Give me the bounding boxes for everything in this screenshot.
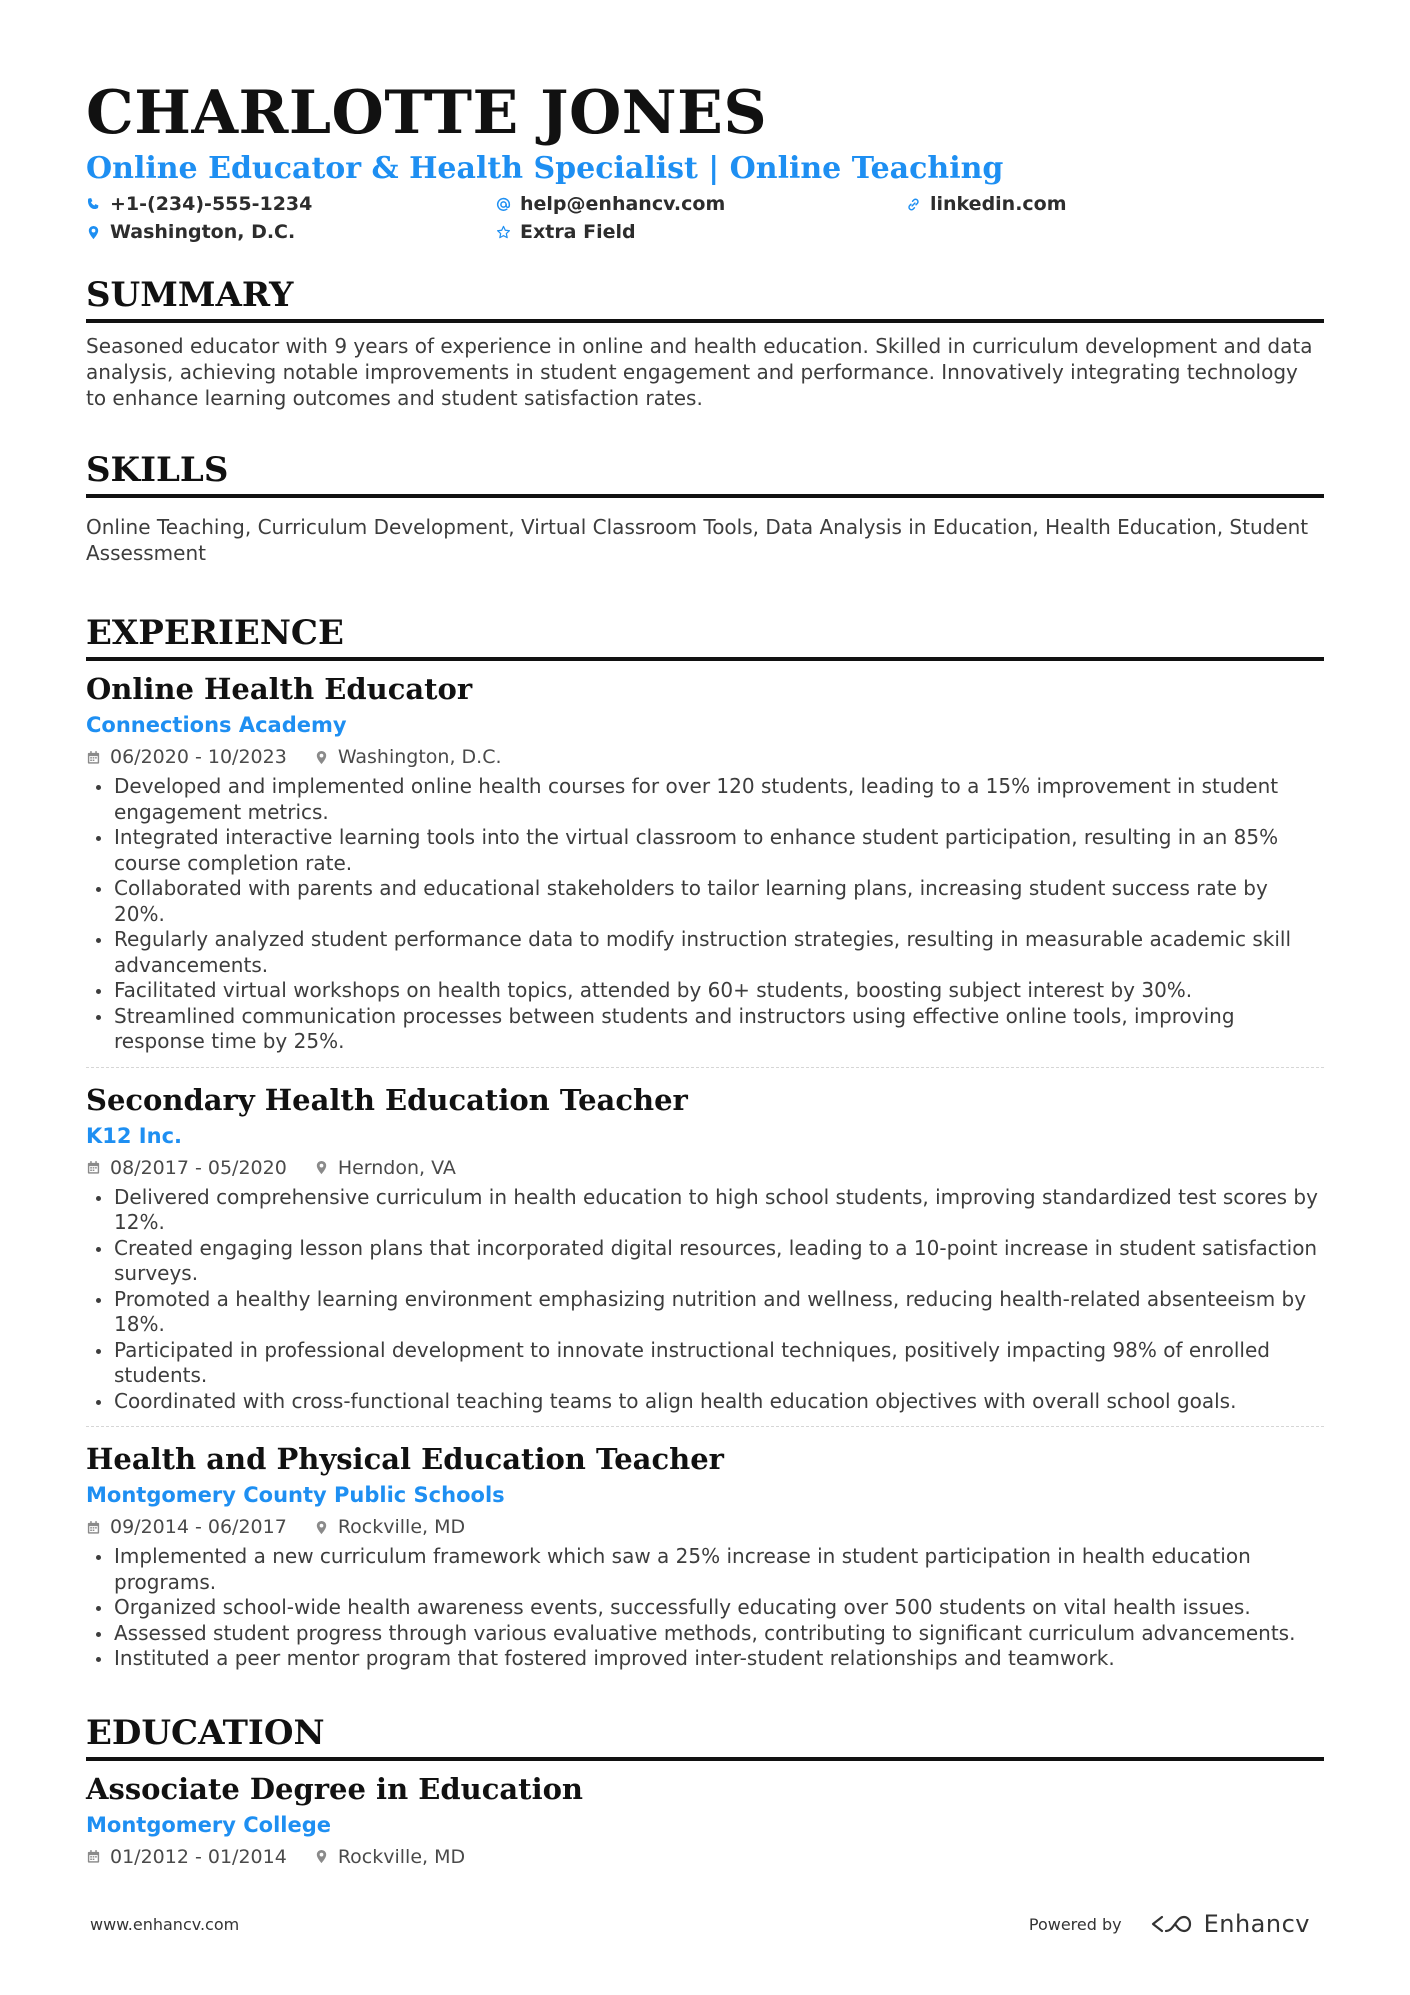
page-footer — [90, 1910, 1310, 1938]
skills-section — [86, 449, 1324, 566]
location-pin-icon — [314, 750, 329, 765]
bullet-item: Regularly analyzed student performance data to modify instruction strategies, resulting in measurable academic skill advancements. — [86, 927, 1324, 978]
skills-text: Online Teaching, Curriculum Development, Virtual Classroom Tools, Data Analysis in Education, Health Education, Student Assessment — [86, 515, 1309, 565]
bullet-item: Implemented a new curriculum framework which saw a 25% increase in student participation in health education programs. — [86, 1544, 1324, 1595]
job-location-text: Rockville, MD — [337, 1516, 466, 1538]
education-heading: EDUCATION — [86, 1712, 1324, 1761]
job-bullets — [86, 774, 1324, 1055]
candidate-name: CHARLOTTE JONES — [86, 78, 768, 148]
job-location — [314, 1514, 465, 1540]
contact-info — [86, 192, 1324, 244]
enhancv-logo-text: Enhancv — [1203, 1910, 1310, 1938]
location-pin-icon — [314, 1160, 329, 1175]
job-bullets — [86, 1544, 1324, 1672]
experience-section — [86, 612, 1324, 1672]
bullet-item: Created engaging lesson plans that incorporated digital resources, leading to a 10-point increase in student satisfaction surveys. — [86, 1236, 1324, 1287]
job-meta — [86, 1514, 1324, 1540]
job-meta — [86, 1155, 1324, 1181]
job-entry — [86, 1441, 1324, 1672]
bullet-item: Participated in professional development to innovate instructional techniques, positively impacting 98% of enrolled students. — [86, 1338, 1324, 1389]
calendar-icon — [86, 750, 101, 765]
bullet-item: Organized school-wide health awareness events, successfully educating over 500 students on vital health issues. — [86, 1595, 1324, 1621]
email-text: help@enhancv.com — [520, 193, 726, 215]
bullet-item: Assessed student progress through various evaluative methods, contributing to significant curriculum advancements. — [86, 1621, 1324, 1647]
skills-heading: SKILLS — [86, 449, 1324, 498]
education-section — [86, 1712, 1324, 1870]
linkedin-text: linkedin.com — [930, 193, 1067, 215]
summary-heading: SUMMARY — [86, 274, 1324, 323]
education-dates: 01/2012 - 01/2014 — [110, 1845, 287, 1868]
education-meta — [86, 1844, 1324, 1870]
bullet-item: Streamlined communication processes between students and instructors using effective online tools, improving response time by 25%. — [86, 1004, 1324, 1055]
job-dates: 08/2017 - 05/2020 — [110, 1156, 287, 1179]
job-location-text: Herndon, VA — [337, 1156, 456, 1179]
contact-phone — [86, 192, 496, 216]
job-location-text: Washington, D.C. — [337, 746, 502, 768]
calendar-icon — [86, 1160, 101, 1175]
job-title: Online Health Educator — [86, 672, 473, 706]
job-bullets — [86, 1185, 1324, 1415]
job-entry — [86, 1082, 1324, 1415]
job-location — [314, 744, 502, 770]
job-title: Health and Physical Education Teacher — [86, 1442, 724, 1476]
bullet-item: Coordinated with cross-functional teaching teams to align health education objectives with overall school goals. — [86, 1389, 1324, 1415]
contact-email[interactable] — [496, 192, 906, 216]
job-location — [314, 1155, 456, 1181]
phone-icon — [86, 197, 101, 212]
enhancv-logo-icon — [1148, 1912, 1196, 1936]
job-divider — [86, 1426, 1324, 1427]
experience-heading: EXPERIENCE — [86, 612, 1324, 661]
job-dates: 06/2020 - 10/2023 — [110, 746, 287, 768]
school-name: Montgomery College — [86, 1812, 332, 1837]
education-location — [314, 1844, 465, 1870]
job-entry — [86, 671, 1324, 1055]
education-location-text: Rockville, MD — [337, 1845, 466, 1868]
powered-by — [1029, 1910, 1310, 1938]
powered-by-label: Powered by — [1028, 1914, 1122, 1934]
job-title: Secondary Health Education Teacher — [86, 1082, 688, 1117]
summary-text: Seasoned educator with 9 years of experience in online and health education. Skilled in curriculum development and data analysis, achieving notable improvements in student engagement and performance. Innovatively integrating technology to enhance learning outcomes and student satisfaction rates. — [86, 334, 1313, 410]
summary-section — [86, 274, 1324, 411]
extra-field-text: Extra Field — [520, 221, 636, 243]
candidate-headline: Online Educator & Health Specialist | Online Teaching — [86, 151, 1004, 186]
at-sign-icon — [496, 197, 511, 212]
bullet-item: Facilitated virtual workshops on health topics, attended by 60+ students, boosting subject interest by 30%. — [86, 978, 1324, 1004]
job-meta — [86, 744, 1324, 770]
bullet-item: Delivered comprehensive curriculum in health education to high school students, improving standardized test scores by 12%. — [86, 1185, 1324, 1236]
bullet-item: Instituted a peer mentor program that fostered improved inter-student relationships and teamwork. — [86, 1646, 1324, 1672]
company-name: K12 Inc. — [86, 1123, 182, 1148]
star-icon — [496, 225, 511, 240]
bullet-item: Promoted a healthy learning environment emphasizing nutrition and wellness, reducing health-related absenteeism by 18%. — [86, 1287, 1324, 1338]
enhancv-logo[interactable] — [1148, 1910, 1310, 1938]
phone-text: +1-(234)-555-1234 — [110, 193, 313, 215]
company-name: Montgomery County Public Schools — [86, 1483, 505, 1507]
education-entry — [86, 1771, 1324, 1870]
location-pin-icon — [86, 225, 101, 240]
job-dates: 09/2014 - 06/2017 — [110, 1516, 287, 1538]
location-pin-icon — [314, 1520, 329, 1535]
bullet-item: Developed and implemented online health courses for over 120 students, leading to a 15% improvement in student engagement metrics. — [86, 774, 1324, 825]
bullet-item: Collaborated with parents and educational stakeholders to tailor learning plans, increasing student success rate by 20%. — [86, 876, 1324, 927]
calendar-icon — [86, 1520, 101, 1535]
contact-extra — [496, 220, 906, 244]
contact-linkedin[interactable] — [906, 192, 1206, 216]
contact-location — [86, 220, 496, 244]
bullet-item: Integrated interactive learning tools into the virtual classroom to enhance student participation, resulting in an 85% course completion rate. — [86, 825, 1324, 876]
company-name: Connections Academy — [86, 713, 347, 737]
location-pin-icon — [314, 1849, 329, 1864]
calendar-icon — [86, 1849, 101, 1864]
degree-title: Associate Degree in Education — [86, 1771, 584, 1806]
footer-website-link[interactable]: www.enhancv.com — [90, 1914, 240, 1934]
location-text: Washington, D.C. — [110, 221, 296, 243]
job-divider — [86, 1067, 1324, 1068]
link-icon — [906, 197, 921, 212]
